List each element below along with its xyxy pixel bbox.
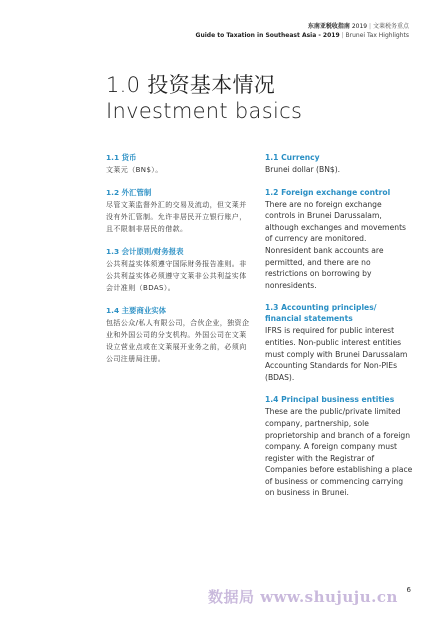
zh-section-accounting — [106, 246, 251, 294]
en-section-accounting — [265, 302, 413, 383]
section-body: There are no foreign exchange controls in Brunei Darussalam, although exchanges and movements of currency are monitored. Nonresident bank accounts are permitted, and there are no restrictions on borrowing by nonresidents. — [265, 199, 406, 290]
watermark: 数据局 www.shujuju.cn — [208, 588, 398, 606]
chinese-column — [106, 152, 251, 376]
page-title-zh: 1.0 投资基本情况 — [106, 73, 276, 97]
section-heading: 1.1 Currency — [265, 153, 320, 162]
section-heading: 1.3 Accounting principles/ financial statements — [265, 303, 377, 324]
section-body: 尽管文莱监督外汇的交易及流动，但文莱并没有外汇管制。允许非居民开立银行账户，且不限制非居民的借款。 — [106, 201, 247, 233]
zh-section-fx-control — [106, 187, 251, 235]
page-header — [196, 22, 409, 40]
english-column — [265, 152, 413, 510]
header-en-title: Guide to Taxation in Southeast Asia - 2019 — [195, 32, 340, 39]
header-separator-en: | — [341, 32, 344, 39]
header-year: 2019 — [351, 23, 368, 30]
page-title-en: Investment basics — [106, 99, 303, 123]
section-body: 公共利益实体须遵守国际财务报告准则。非公共利益实体必须遵守文莱非公共利益实体会计准则（BDAS）。 — [106, 260, 247, 292]
section-body: Brunei dollar (BN$). — [265, 165, 341, 174]
header-separator: | — [369, 23, 372, 30]
section-heading: 1.2 外汇管制 — [106, 188, 152, 197]
section-heading: 1.4 Principal business entities — [265, 395, 395, 405]
header-zh-title: 东南亚税收指南 — [307, 23, 350, 30]
section-body: These are the public/private limited company, partnership, sole proprietorship and branch of a foreign company. A foreign company must register with the Registrar of Companies before establishing a place of business or commencing carrying on business in Brunei. — [265, 407, 413, 498]
header-zh-line — [196, 22, 409, 31]
section-heading: 1.1 货币 — [106, 153, 137, 162]
header-zh-subtitle: 文莱税务重点 — [372, 23, 409, 30]
section-heading: 1.2 Foreign exchange control — [265, 187, 391, 197]
en-section-fx-control — [265, 187, 413, 292]
section-body: 包括公众/私人有限公司，合伙企业，独资企业和外国公司的分支机构。外国公司在文莱设立营业点或在文莱展开业务之前，必须向公司注册局注册。 — [106, 319, 250, 363]
section-body: 文莱元（BN$）。 — [106, 166, 163, 174]
section-heading: 1.4 主要商业实体 — [106, 306, 167, 315]
en-section-currency — [265, 152, 413, 176]
zh-section-business-entities — [106, 305, 251, 365]
header-en-line — [196, 31, 409, 40]
page-number: 6 — [406, 586, 411, 594]
en-section-business-entities — [265, 394, 413, 499]
zh-section-currency — [106, 152, 251, 176]
section-body: IFRS is required for public interest entities. Non-public interest entities must comply with Brunei Darussalam Accounting Standards for Non-PIEs (BDAS). — [265, 326, 408, 382]
header-en-subtitle: Brunei Tax Highlights — [345, 32, 409, 39]
section-heading: 1.3 会计原则/财务报表 — [106, 247, 184, 256]
page-title — [106, 72, 302, 124]
